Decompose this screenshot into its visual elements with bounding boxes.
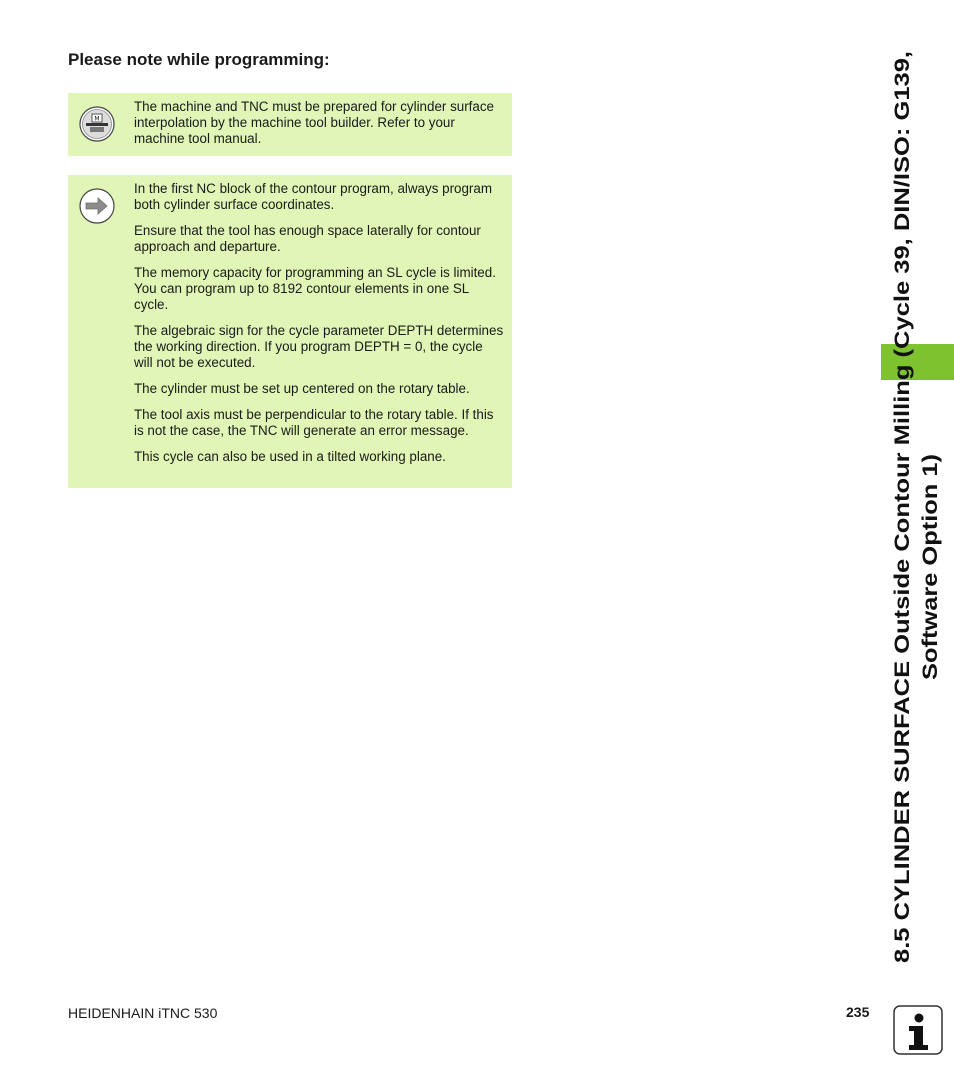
tip-paragraph: The tool axis must be perpendicular to the rotary table. If this is not the case, the TNC will generate an error message.: [134, 407, 494, 438]
tip-paragraph: The memory capacity for programming an SL cycle is limited. You can program up to 8192 contour elements in one SL cycle.: [134, 265, 496, 312]
tip-paragraph: This cycle can also be used in a tilted working plane.: [134, 449, 446, 464]
tip-paragraph: The cylinder must be set up centered on the rotary table.: [134, 381, 470, 396]
machine-note-text: [134, 99, 504, 147]
tip-paragraph: Ensure that the tool has enough space laterally for contour approach and departure.: [134, 223, 481, 254]
machine-note-box: [68, 93, 512, 156]
chapter-side-title: [880, 48, 948, 963]
info-icon: [893, 1005, 943, 1055]
machine-icon-label: M: [94, 115, 100, 123]
section-heading: Please note while programming:: [68, 50, 330, 69]
page-number: 235: [846, 1004, 870, 1020]
footer-product: HEIDENHAIN iTNC 530: [68, 1005, 218, 1021]
tips-note-text: [134, 181, 504, 465]
arrow-right-icon: [79, 188, 115, 224]
tip-paragraph: The algebraic sign for the cycle parameter DEPTH determines the working direction. If you program DEPTH = 0, the cycle will not be executed.: [134, 323, 504, 370]
programming-tips-box: [68, 175, 512, 488]
tip-paragraph: In the first NC block of the contour program, always program both cylinder surface coordinates.: [134, 181, 492, 212]
side-title-line2: Software Option 1): [918, 488, 942, 680]
machine-note-paragraph: The machine and TNC must be prepared for cylinder surface interpolation by the machine tool builder. Refer to your machine tool manual.: [134, 99, 494, 146]
side-title-line1: 8.5 CYLINDER SURFACE Outside Contour Milling (Cycle 39, DIN/ISO: G139,: [890, 194, 914, 963]
machine-manual-icon: [79, 106, 115, 142]
